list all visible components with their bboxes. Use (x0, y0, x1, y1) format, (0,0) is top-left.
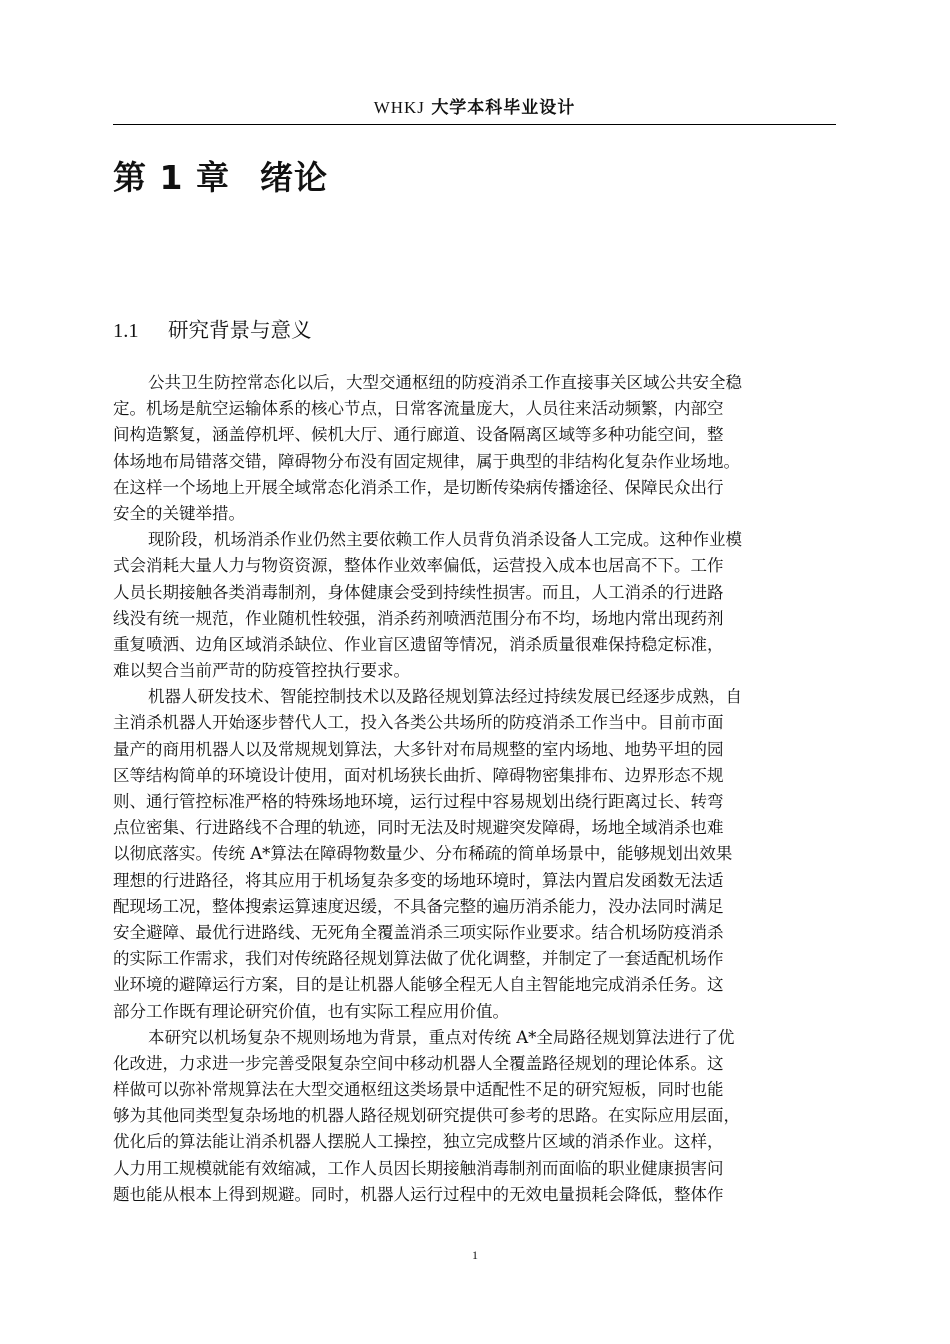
text-line: 线没有统一规范，作业随机性较强，消杀药剂喷洒范围分布不均，场地内常出现药剂 (113, 608, 724, 628)
text-line: 题也能从根本上得到规避。同时，机器人运行过程中的无效电量损耗会降低，整体作 (113, 1184, 724, 1204)
text-line: 量产的商用机器人以及常规规划算法，大多针对布局规整的室内场地、地势平坦的园 (113, 739, 724, 759)
text-line: 配现场工况，整体搜索运算速度迟缓，不具备完整的遍历消杀能力，没办法同时满足 (113, 896, 724, 916)
text-line: 人力用工规模就能有效缩减，工作人员因长期接触消毒制剂而面临的职业健康损害问 (113, 1158, 724, 1178)
text-line: 间构造繁复，涵盖停机坪、候机大厅、通行廊道、设备隔离区域等多种功能空间，整 (113, 425, 724, 445)
text-line: 以彻底落实。传统 A*算法在障碍物数量少、分布稀疏的简单场景中，能够规划出效果 (113, 844, 733, 864)
text-line: 本研究以机场复杂不规则场地为背景，重点对传统 A*全局路径规划算法进行了优 (148, 1027, 735, 1047)
text-line: 公共卫生防控常态化以后，大型交通枢纽的防疫消杀工作直接事关区域公共安全稳 (148, 373, 742, 392)
text-line: 机器人研发技术、智能控制技术以及路径规划算法经过持续发展已经逐步成熟，自 (148, 687, 742, 707)
chapter-name: 绪论 (259, 158, 328, 197)
text-line: 理想的行进路径，将其应用于机场复杂多变的场地环境时，算法内置启发函数无法适 (113, 870, 724, 890)
text-line: 安全的关键举措。 (113, 503, 245, 523)
text-line: 安全避障、最优行进路线、无死角全覆盖消杀三项实际作业要求。结合机场防疫消杀 (113, 922, 724, 942)
text-line: 部分工作既有理论研究价值，也有实际工程应用价值。 (113, 1001, 509, 1021)
text-line: 体场地布局错落交错，障碍物分布没有固定规律，属于典型的非结构化复杂作业场地。 (113, 451, 740, 471)
text-line: 主消杀机器人开始逐步替代人工，投入各类公共场所的防疫消杀工作当中。目前市面 (113, 713, 724, 733)
header-university-title: 大学本科毕业设计 (431, 98, 576, 118)
text-line: 现阶段，机场消杀作业仍然主要依赖工作人员背负消杀设备人工完成。这种作业模 (148, 530, 742, 550)
text-line: 的实际工作需求，我们对传统路径规划算法做了优化调整，并制定了一套适配机场作 (113, 949, 724, 969)
text-line: 定。机场是航空运输体系的核心节点，日常客流量庞大，人员往来活动频繁，内部空 (113, 399, 724, 419)
page-number: 1 (472, 1248, 478, 1262)
text-line: 化改进，力求进一步完善受限复杂空间中移动机器人全覆盖路径规划的理论体系。这 (113, 1053, 724, 1073)
text-line: 业环境的避障运行方案，目的是让机器人能够全程无人自主智能地完成消杀任务。这 (113, 975, 724, 995)
chapter-number: 第 1 章 (113, 158, 230, 197)
text-line: 优化后的算法能让消杀机器人摆脱人工操控，独立完成整片区域的消杀作业。这样， (113, 1132, 724, 1152)
header-latin: WHKJ (373, 98, 425, 117)
text-line: 人员长期接触各类消毒制剂，身体健康会受到持续性损害。而且，人工消杀的行进路 (113, 582, 724, 602)
text-line: 点位密集、行进路线不合理的轨迹，同时无法及时规避突发障碍，场地全域消杀也难 (113, 818, 724, 838)
text-line: 在这样一个场地上开展全域常态化消杀工作，是切断传染病传播途径、保障民众出行 (113, 477, 724, 497)
body-text (113, 370, 836, 1208)
section-title: 研究背景与意义 (168, 318, 312, 342)
text-line: 样做可以弥补常规算法在大型交通枢纽这类场景中适配性不足的研究短板，同时也能 (113, 1080, 724, 1100)
text-line: 难以契合当前严苛的防疫管控执行要求。 (113, 661, 410, 681)
page-header (113, 93, 836, 125)
text-line: 式会消耗大量人力与物资资源，整体作业效率偏低，运营投入成本也居高不下。工作 (113, 556, 724, 576)
text-line: 重复喷洒、边角区域消杀缺位、作业盲区遗留等情况，消杀质量很难保持稳定标准， (113, 634, 724, 654)
text-line: 则、通行管控标准严格的特殊场地环境，运行过程中容易规划出绕行距离过长、转弯 (113, 792, 724, 811)
text-line: 区等结构简单的环境设计使用，面对机场狭长曲折、障碍物密集排布、边界形态不规 (113, 765, 724, 785)
section-heading (113, 313, 312, 343)
text-line: 够为其他同类型复杂场地的机器人路径规划研究提供可参考的思路。在实际应用层面， (113, 1106, 740, 1126)
section-number: 1.1 (113, 320, 139, 342)
chapter-title (113, 152, 328, 199)
